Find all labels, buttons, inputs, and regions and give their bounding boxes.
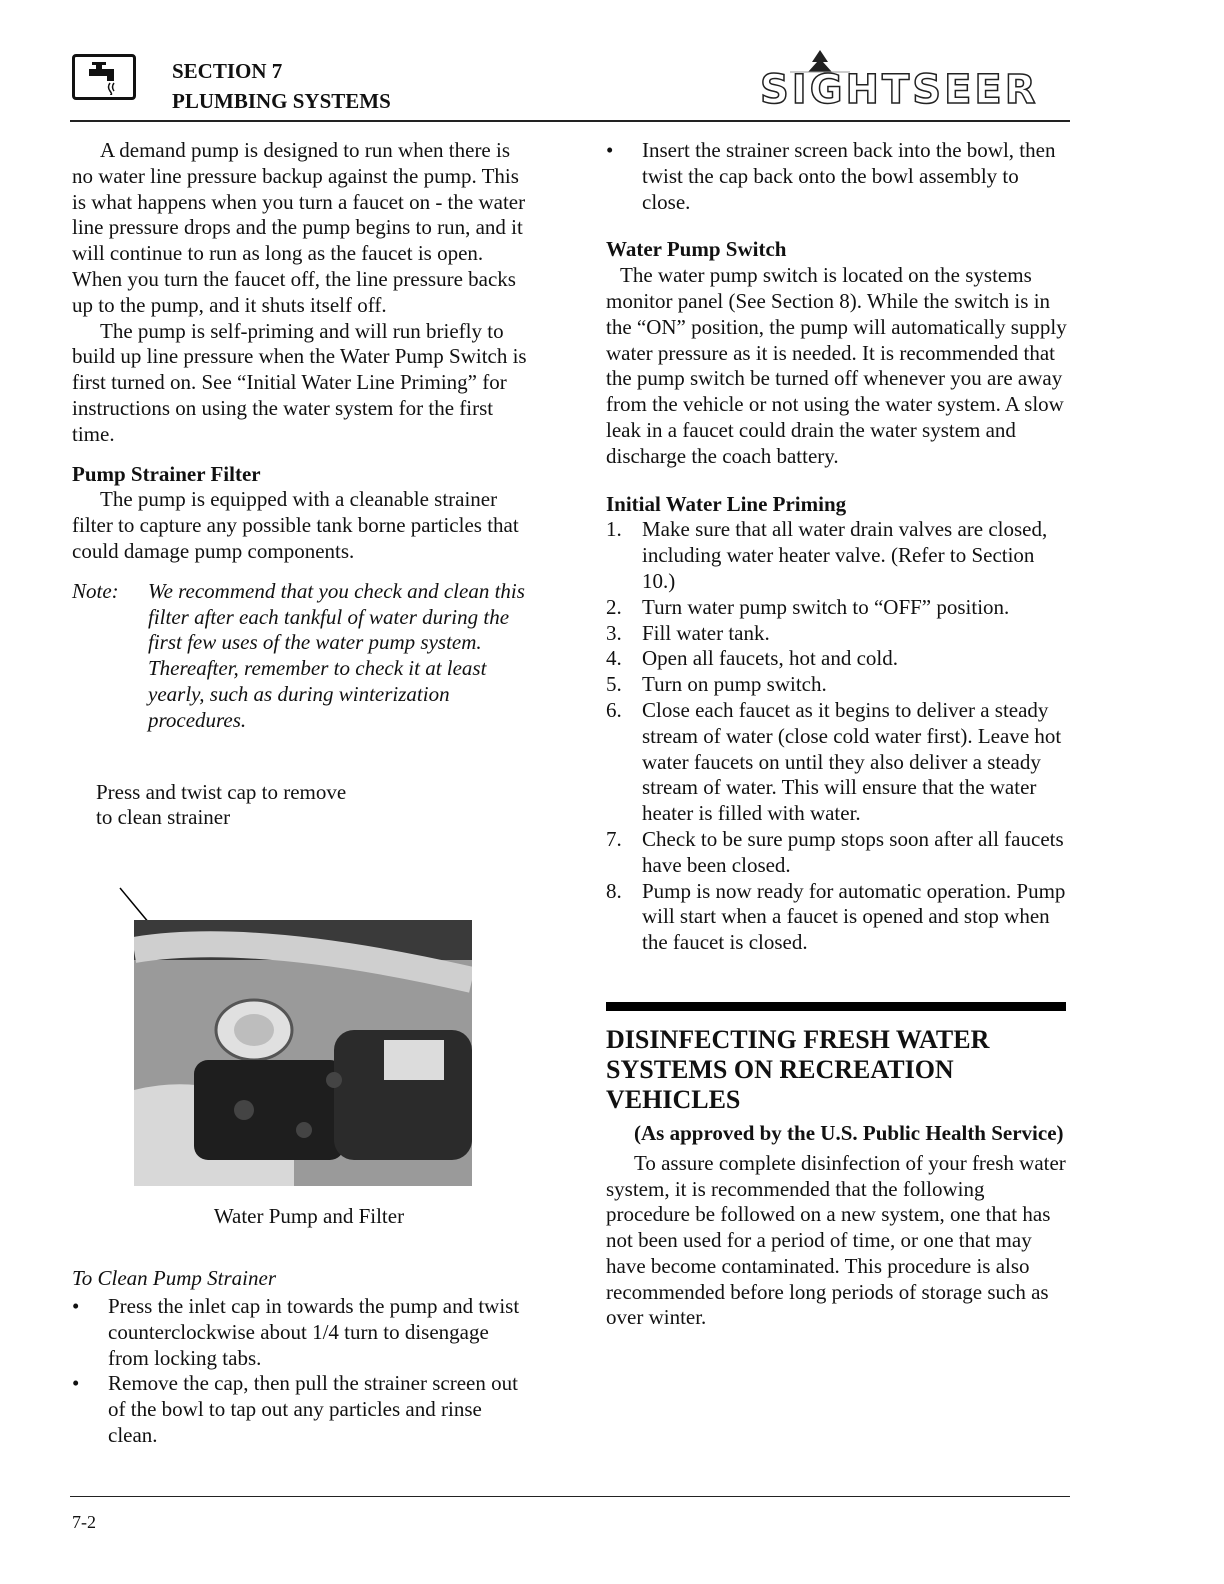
photo-callout: Press and twist cap to remove to clean strainer <box>96 779 347 830</box>
list-item: • Remove the cap, then pull the strainer screen out of the bowl to tap out any particles and rinse clean. <box>72 1371 534 1448</box>
clean-strainer-heading: To Clean Pump Strainer <box>72 1266 276 1290</box>
list-item: • Insert the strainer screen back into the bowl, then twist the cap back onto the bowl assembly to close. <box>606 138 1068 215</box>
list-item: 6. Close each faucet as it begins to deliver a steady stream of water (close cold water first). Leave hot water faucets on until they also deliver a steady stream of water. This will ensure that the water heater is filled with water. <box>606 697 1062 826</box>
clean-strainer-list <box>72 1294 534 1449</box>
right-column <box>606 138 1068 1331</box>
list-item: 5. Turn on pump switch. <box>606 672 827 697</box>
faucet-icon <box>72 54 136 100</box>
section-number: SECTION 7 <box>172 59 283 83</box>
list-item: 2. Turn water pump switch to “OFF” position. <box>606 594 1010 619</box>
strainer-paragraph: The pump is equipped with a cleanable strainer filter to capture any possible tank borne particles that could damage pump components. <box>72 487 519 563</box>
priming-steps <box>606 517 1068 956</box>
section-divider-bar <box>606 1002 1066 1011</box>
list-item: • Press the inlet cap in towards the pump and twist counterclockwise about 1/4 turn to disengage from locking tabs. <box>72 1294 534 1371</box>
list-item: 3. Fill water tank. <box>606 620 770 645</box>
note <box>72 579 534 734</box>
page-number: 7-2 <box>72 1512 96 1532</box>
self-priming-paragraph: The pump is self-priming and will run briefly to build up line pressure when the Water Pump Switch is first turned on. See “Initial Water Line Priming” for instructions on using the water system for the first time. <box>72 318 527 446</box>
section-title: PLUMBING SYSTEMS <box>172 89 391 113</box>
section-header <box>172 56 391 116</box>
pump-switch-heading: Water Pump Switch <box>606 237 787 262</box>
header-rule <box>70 120 1070 122</box>
approved-note: (As approved by the U.S. Public Health Service) <box>634 1120 1064 1145</box>
footer-rule <box>70 1496 1070 1497</box>
pump-switch-paragraph: The water pump switch is located on the systems monitor panel (See Section 8). While the switch is in the “ON” position, the pump will automatically supply water pressure as it is needed. It is recommended that the pump switch be turned off whenever you are away from the vehicle or not using the water system. A slow leak in a faucet could drain the water system and discharge the coach battery. <box>606 263 1067 468</box>
note-text: We recommend that you check and clean this filter after each tankful of water during the first few uses of the water pump system. Thereafter, remember to check it at least yearly, such as during winterization procedures. <box>148 578 525 732</box>
logo-text: SIGHTSEER <box>760 67 1039 113</box>
list-item: 8. Pump is now ready for automatic operation. Pump will start when a faucet is opened and stop when the faucet is closed. <box>606 878 1066 955</box>
left-column <box>72 138 534 1447</box>
priming-heading: Initial Water Line Priming <box>606 491 847 516</box>
list-item: 1. Make sure that all water drain valves are closed, including water heater valve. (Refer to Section 10.) <box>606 517 1048 593</box>
sightseer-logo <box>760 50 1070 112</box>
water-pump-photo <box>134 920 472 1186</box>
disinfect-paragraph: To assure complete disinfection of your fresh water system, it is recommended that the following procedure be followed on a new system, one that has not been used for a period of time, or one that may have become contaminated. This procedure is also recommended before long periods of storage such as over winter. <box>606 1150 1066 1330</box>
list-item: 4. Open all faucets, hot and cold. <box>606 646 898 671</box>
list-item: 7. Check to be sure pump stops soon after all faucets have been closed. <box>606 826 1064 877</box>
strainer-heading: Pump Strainer Filter <box>72 461 261 486</box>
disinfect-title: DISINFECTING FRESH WATER SYSTEMS ON RECREATION VEHICLES <box>606 1024 990 1114</box>
note-label: Note: <box>72 578 119 603</box>
demand-pump-paragraph: A demand pump is designed to run when there is no water line pressure backup against the pump. This is what happens when you turn a faucet on - the water line pressure drops and the pump begins to run, and it will continue to run as long as the faucet is open. When you turn the faucet off, the line pressure backs up to the pump, and it shuts itself off. <box>72 138 526 317</box>
photo-caption: Water Pump and Filter <box>213 1204 405 1228</box>
